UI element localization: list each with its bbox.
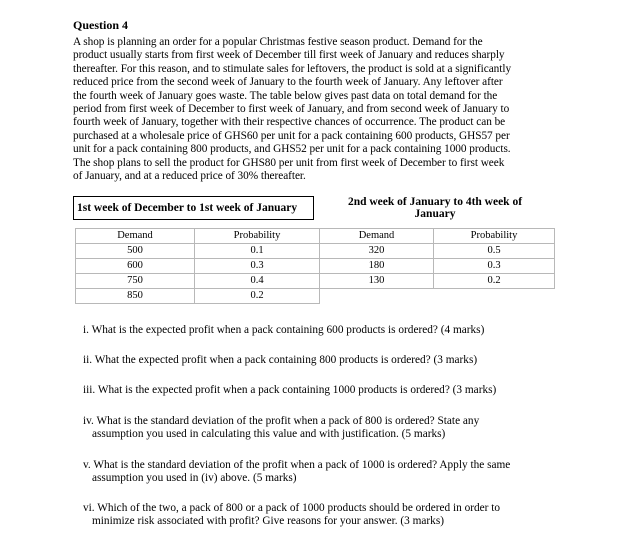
paragraph-line: of January, and at a reduced price of 30% thereafter. bbox=[73, 170, 306, 183]
sub-question-text: iii. What is the expected profit when a pack containing 1000 products is ordered? (3 marks) bbox=[83, 384, 497, 396]
sub-question-i bbox=[83, 324, 553, 337]
table-cell: 0.2 bbox=[195, 289, 320, 304]
table-cell: 0.5 bbox=[434, 244, 555, 259]
table-left-header bbox=[73, 196, 314, 220]
paragraph-line: thereafter. For this reason, and to stimulate sales for leftovers, the product is sold at a significantly bbox=[73, 62, 512, 75]
question-title: Question 4 bbox=[73, 18, 129, 32]
paragraph-line: reduced price from the second week of January to the fourth week of January. Any leftover after bbox=[73, 76, 503, 89]
sub-question-vi bbox=[83, 502, 553, 528]
paragraph-line: The shop plans to sell the product for GHS80 per unit from first week of December to first week bbox=[73, 156, 505, 169]
sub-question-text: ii. What the expected profit when a pack containing 800 products is ordered? (3 marks) bbox=[83, 354, 478, 366]
table-cell: 850 bbox=[76, 289, 195, 304]
paragraph-line: A shop is planning an order for a popular Christmas festive season product. Demand for the bbox=[73, 36, 483, 48]
sub-question-text-cont: minimize risk associated with profit? Give reasons for your answer. (3 marks) bbox=[92, 515, 444, 527]
table-cell-empty bbox=[434, 289, 555, 304]
sub-question-text: iv. What is the standard deviation of the profit when a pack of 800 is ordered? State any bbox=[83, 415, 480, 427]
column-header: Probability bbox=[434, 229, 555, 244]
table-cell: 0.3 bbox=[195, 259, 320, 274]
paragraph-line: period from first week of December to first week of January, and from second week of January to bbox=[73, 103, 510, 116]
paragraph-line: purchased at a wholesale price of GHS60 per unit for a pack containing 600 products, GHS57 per bbox=[73, 129, 510, 142]
table-cell: 500 bbox=[76, 244, 195, 259]
left-header-text: 1st week of December to 1st week of January bbox=[77, 202, 298, 214]
demand-probability-table bbox=[75, 228, 555, 304]
sub-question-iv bbox=[83, 415, 553, 441]
table-cell: 0.3 bbox=[434, 259, 555, 274]
sub-question-text: vi. Which of the two, a pack of 800 or a pack of 1000 products should be ordered in order to bbox=[83, 502, 501, 514]
sub-question-iii bbox=[83, 384, 553, 397]
column-header: Demand bbox=[320, 229, 434, 244]
sub-question-text-cont: assumption you used in (iv) above. (5 marks) bbox=[92, 472, 297, 484]
table-cell: 180 bbox=[320, 259, 434, 274]
paragraph-line: unit for a pack containing 800 products, and GHS52 per unit for a pack containing 1000 products. bbox=[73, 143, 511, 156]
table-cell: 0.2 bbox=[434, 274, 555, 289]
sub-question-v bbox=[83, 459, 553, 485]
table-cell-empty bbox=[320, 289, 434, 304]
right-header-line1: 2nd week of January to 4th week of bbox=[347, 196, 523, 208]
column-header: Probability bbox=[195, 229, 320, 244]
sub-question-text: i. What is the expected profit when a pack containing 600 products is ordered? (4 marks) bbox=[83, 324, 485, 336]
sub-question-ii bbox=[83, 354, 553, 367]
column-header: Demand bbox=[76, 229, 195, 244]
paragraph-line: product usually starts from first week of December till first week of January and reduces sharply bbox=[73, 49, 505, 62]
table-row bbox=[76, 289, 555, 304]
table-cell: 0.1 bbox=[195, 244, 320, 259]
table-cell: 600 bbox=[76, 259, 195, 274]
table-cell: 0.4 bbox=[195, 274, 320, 289]
paragraph-line: the fourth week of January goes waste. The table below gives past data on total demand for the bbox=[73, 89, 498, 102]
right-header-line2: January bbox=[414, 208, 456, 220]
table-header-row bbox=[76, 229, 555, 244]
table-cell: 750 bbox=[76, 274, 195, 289]
table-row bbox=[76, 244, 555, 259]
sub-question-text: v. What is the standard deviation of the profit when a pack of 1000 is ordered? Apply the same bbox=[83, 459, 511, 471]
table-row bbox=[76, 259, 555, 274]
sub-question-text-cont: assumption you used in calculating this value and with justification. (5 marks) bbox=[92, 428, 446, 440]
table-cell: 320 bbox=[320, 244, 434, 259]
table-row bbox=[76, 274, 555, 289]
table-right-header bbox=[318, 196, 552, 224]
table-cell: 130 bbox=[320, 274, 434, 289]
question-paragraph bbox=[73, 36, 551, 183]
paragraph-line: fourth week of January, together with their respective chances of occurrence. The product can be bbox=[73, 116, 506, 129]
